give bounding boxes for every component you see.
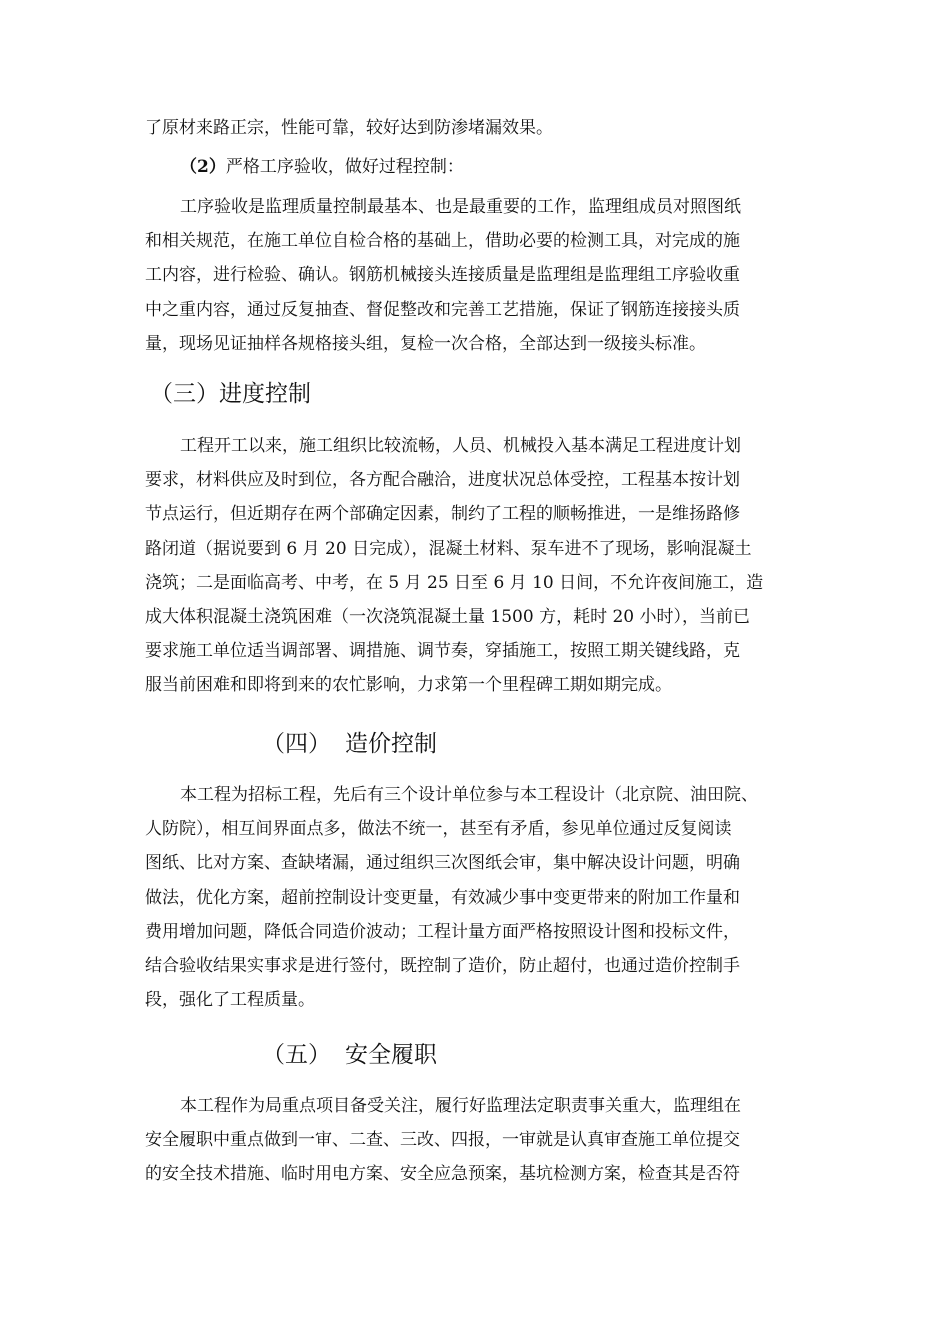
section-number: （三） (150, 381, 219, 407)
paragraph-tail: 了原材来路正宗，性能可靠，较好达到防渗堵漏效果。 (145, 118, 553, 138)
paragraph-safety-duty: 本工程作为局重点项目备受关注，履行好监理法定职责事关重大，监理组在 安全履职中重点做到一审、二查、三改、四报，一审就是认真审查施工单位提交 的安全技术措施、临时用电方案、安全应急预案，基坑检测方案，检查其是否符 (145, 1096, 741, 1185)
sub-heading-text: 严格工序验收，做好过程控制： (225, 157, 464, 177)
section-title: 安全履职 (345, 1042, 437, 1068)
paragraph-cost-control: 本工程为招标工程，先后有三个设计单位参与本工程设计（北京院、油田院、 人防院），相互间界面点多，做法不统一，甚至有矛盾，参见单位通过反复阅读 图纸、比对方案、查缺堵漏，通过组织三次图纸会审，集中解决设计问题，明确 做法，优化方案，超前控制设计变更量，有效减少事中变更带来的附加工作量和 费用增加问题，降低合同造价波动；工程计量方面严格按照设计图和投标文件， 结合验收结果实事求是进行签付，既控制了造价，防止超付，也通过造价控制手 段，强化了工程质量。 (145, 785, 758, 1011)
section-number: （五） (262, 1042, 331, 1068)
sub-heading-number: （2） (180, 157, 226, 177)
section-heading-progress (150, 377, 311, 411)
section-heading-safety (262, 1038, 437, 1072)
paragraph-process-acceptance: 工序验收是监理质量控制最基本、也是最重要的工作，监理组成员对照图纸 和相关规范，在施工单位自检合格的基础上，借助必要的检测工具，对完成的施 工内容，进行检验、确认。钢筋机械接头连接质量是监理组是监理组工序验收重 中之重内容，通过反复抽查、督促整改和完善工艺措施，保证了钢筋连接接头质 量，现场见证抽样各规格接头组，复检一次合格，全部达到一级接头标准。 (145, 197, 741, 354)
sub-heading-process-control (180, 150, 464, 184)
paragraph-progress-control: 工程开工以来，施工组织比较流畅，人员、机械投入基本满足工程进度计划 要求，材料供应及时到位，各方配合融洽，进度状况总体受控，工程基本按计划 节点运行，但近期存在两个部确定因素，制约了工程的顺畅推进，一是维扬路修 路闭道（据说要到 6 月 20 日完成），混凝土材料、泵车进不了现场，影响混凝土 浇筑；二是面临高考、中考，在 5 月 25 日至 6 月 10 日间，不允许夜间施工，造 成大体积混凝土浇筑困难（一次浇筑混凝土量 1500 方，耗时 20 小时），当前已 要求施工单位适当调部署、调措施、调节奏，穿插施工，按照工期关键线路，克 服当前困难和即将到来的农忙影响，力求第一个里程碑工期如期完成。 (145, 436, 764, 696)
section-heading-cost (262, 727, 437, 761)
section-title: 进度控制 (219, 381, 311, 407)
section-number: （四） (262, 731, 331, 757)
section-title: 造价控制 (345, 731, 437, 757)
